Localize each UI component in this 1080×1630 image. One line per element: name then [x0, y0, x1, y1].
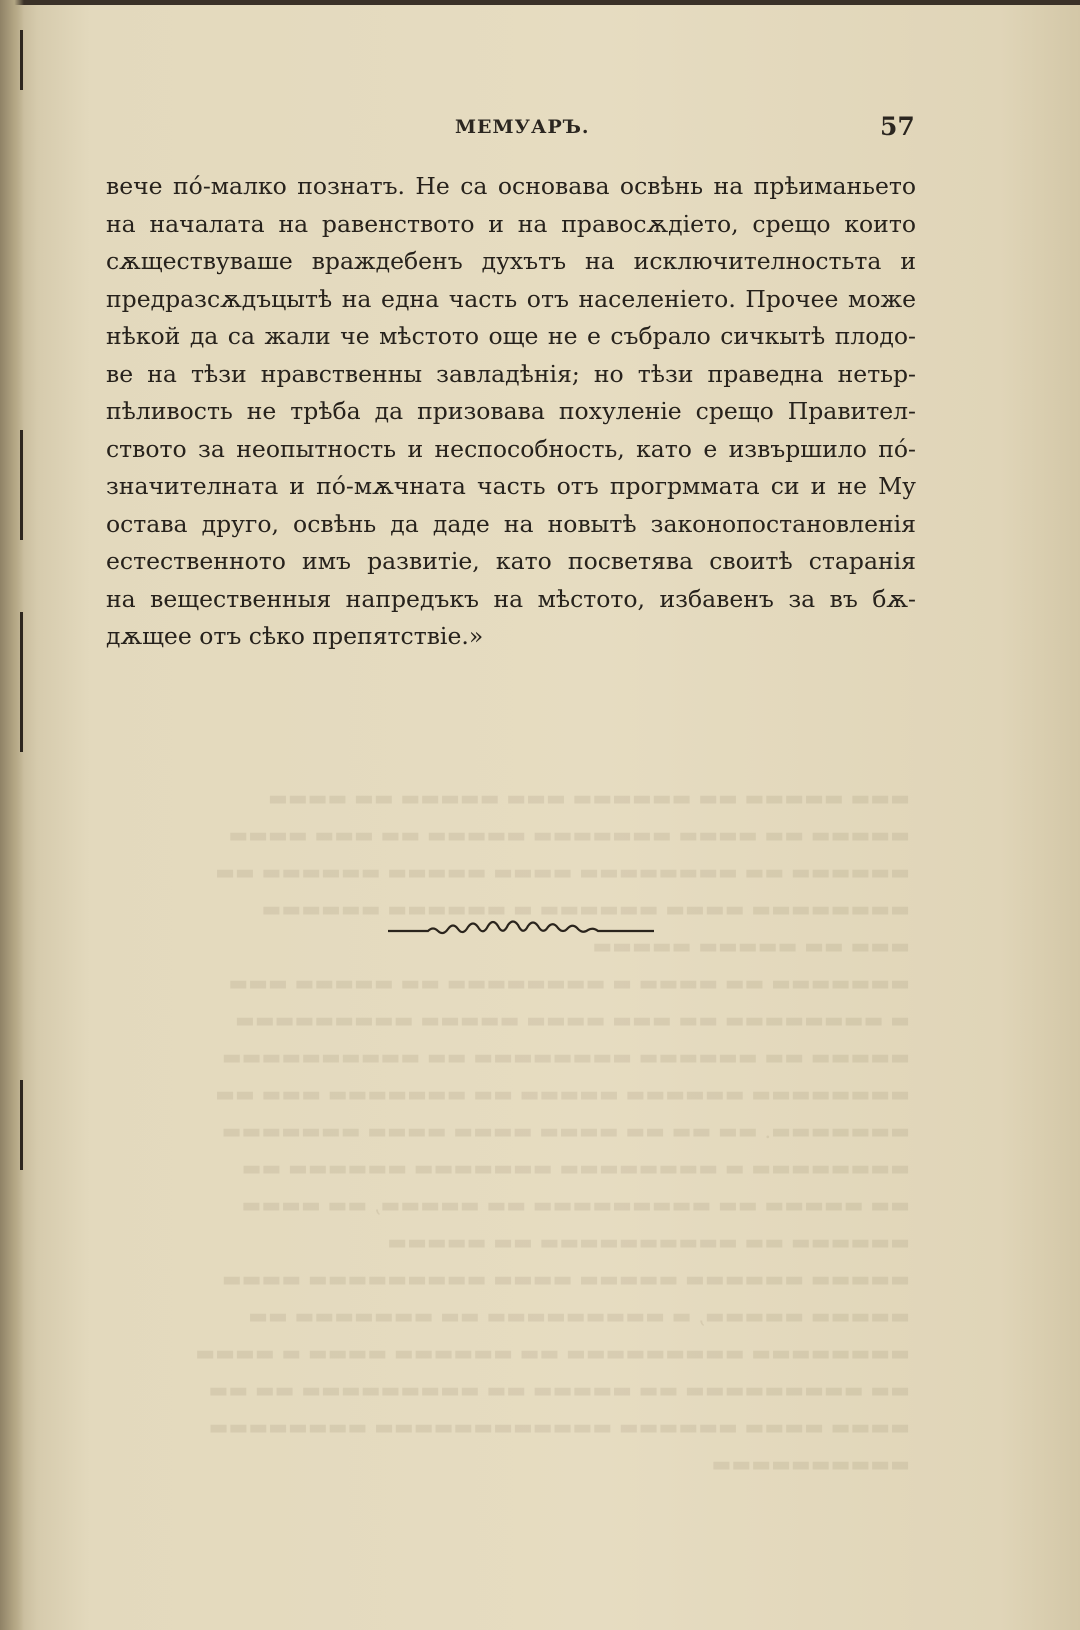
- text-line: остава друго, освѣнь да даде на новытѣ законопостановленія: [106, 509, 916, 538]
- text-line: значителната и по́-мѫчната часть отъ прогрммата си и не Му: [106, 472, 916, 500]
- edge-mark: [20, 1080, 23, 1170]
- text-line: пѣливость не трѣба да призовава похуленіе срещо Правител-: [106, 397, 916, 425]
- text-line: ве на тѣзи нравственны завладѣнія; но тѣзи праведна нетьр-: [106, 359, 916, 388]
- text-line: на вещественныя напредъкъ на мѣстото, избавенъ за въ бѫ-: [106, 584, 916, 613]
- body-paragraph: [106, 168, 916, 656]
- text-line: вече по́-малко познатъ. Не са основава освѣнь на прѣиманьето: [106, 172, 916, 200]
- bleed-through: ▬▬▬ ▬▬▬▬▬ ▬▬ ▬▬▬▬▬▬ ▬▬▬ ▬▬▬▬▬ ▬▬ ▬▬▬▬ ▬▬▬▬▬ ▬▬ ▬▬▬▬ ▬▬▬▬▬▬▬ ▬▬▬▬▬ ▬▬ ▬▬▬ ▬▬▬▬ ▬▬▬▬▬▬ ▬▬ ▬▬▬▬▬▬▬▬ ▬▬▬▬ ▬▬▬▬▬ ▬▬▬▬▬▬ ▬▬ ▬▬▬▬▬▬▬▬ ▬▬▬▬ ▬▬▬▬▬▬ ▬ ▬▬▬▬▬▬ ▬▬▬▬▬▬ ▬▬▬ ▬▬ ▬▬▬▬▬ ▬▬▬▬▬ ▬▬▬▬▬▬▬ ▬▬ ▬▬▬▬ ▬ ▬▬▬▬▬▬▬▬ ▬▬ ▬▬▬▬▬ ▬▬▬ ▬ ▬▬▬▬▬▬▬▬ ▬▬ ▬▬▬ ▬▬▬▬ ▬▬▬▬▬ ▬▬▬▬▬▬▬▬▬ ▬▬▬▬▬ ▬▬ ▬▬▬▬▬▬ ▬▬▬▬▬▬▬▬ ▬▬ ▬▬▬▬▬▬▬▬▬▬ ▬▬▬▬▬▬▬▬ ▬▬▬▬▬▬ ▬▬▬▬▬ ▬▬ ▬▬▬▬▬▬▬ ▬▬▬ ▬▬ ▬▬▬▬▬▬▬. ▬▬ ▬▬ ▬▬ ▬▬▬▬ ▬▬▬▬ ▬▬▬▬ ▬▬▬▬▬▬▬ ▬▬▬▬▬▬▬▬ ▬ ▬▬▬▬▬▬▬▬ ▬▬▬▬▬▬▬ ▬▬▬▬▬▬ ▬▬ ▬▬ ▬▬▬▬▬ ▬▬ ▬▬▬▬▬▬▬▬▬ ▬▬ ▬▬▬▬▬, ▬▬ ▬▬▬▬ ▬▬▬▬▬▬ ▬▬ ▬▬▬▬▬▬▬▬▬▬ ▬▬ ▬▬▬▬▬ ▬▬▬▬▬ ▬▬▬▬▬▬ ▬▬▬▬▬ ▬▬▬▬ ▬▬▬▬▬▬▬▬▬ ▬▬▬▬ ▬▬▬▬▬ ▬▬▬▬▬, ▬ ▬▬▬▬▬▬▬▬▬ ▬▬ ▬▬▬▬▬▬▬ ▬▬ ▬▬▬▬▬▬▬▬ ▬▬▬▬▬▬▬▬▬ ▬▬ ▬▬▬▬▬▬ ▬▬▬▬ ▬ ▬▬▬▬ ▬▬ ▬▬▬▬▬▬▬▬▬ ▬▬ ▬▬▬▬▬ ▬▬ ▬▬▬▬▬▬▬▬▬ ▬▬ ▬▬ ▬▬▬▬ ▬▬▬▬ ▬▬▬▬▬▬ ▬▬▬▬▬▬▬▬▬▬▬▬ ▬▬▬▬▬▬▬▬ ▬▬▬▬▬▬▬▬▬▬: [195, 786, 910, 1476]
- page-number: 57: [880, 112, 915, 141]
- page-binding-edge: [0, 0, 24, 1630]
- text-line: сѫществуваше враждебенъ духътъ на исключителностьта и: [106, 247, 916, 275]
- text-line: дѫщее отъ сѣко препятствіе.»: [106, 622, 484, 650]
- text-line: на началата на равенството и на правосѫдіето, срещо които: [106, 209, 916, 238]
- text-line: ството за неопытность и неспособность, като е извършило по́-: [106, 434, 916, 463]
- edge-mark: [20, 430, 23, 540]
- text-line: предразсѫдъцытѣ на една часть отъ населеніето. Прочее може: [106, 284, 916, 313]
- section-divider-ornament: [388, 918, 654, 940]
- edge-mark: [20, 30, 23, 90]
- edge-mark: [20, 612, 23, 752]
- text-line: естественното имъ развитіе, като посветява своитѣ старанія: [106, 547, 916, 575]
- text-line: нѣкой да са жали че мѣстото още не е събрало сичкытѣ плодо-: [106, 322, 916, 350]
- running-title: МЕМУАРЪ.: [455, 116, 590, 138]
